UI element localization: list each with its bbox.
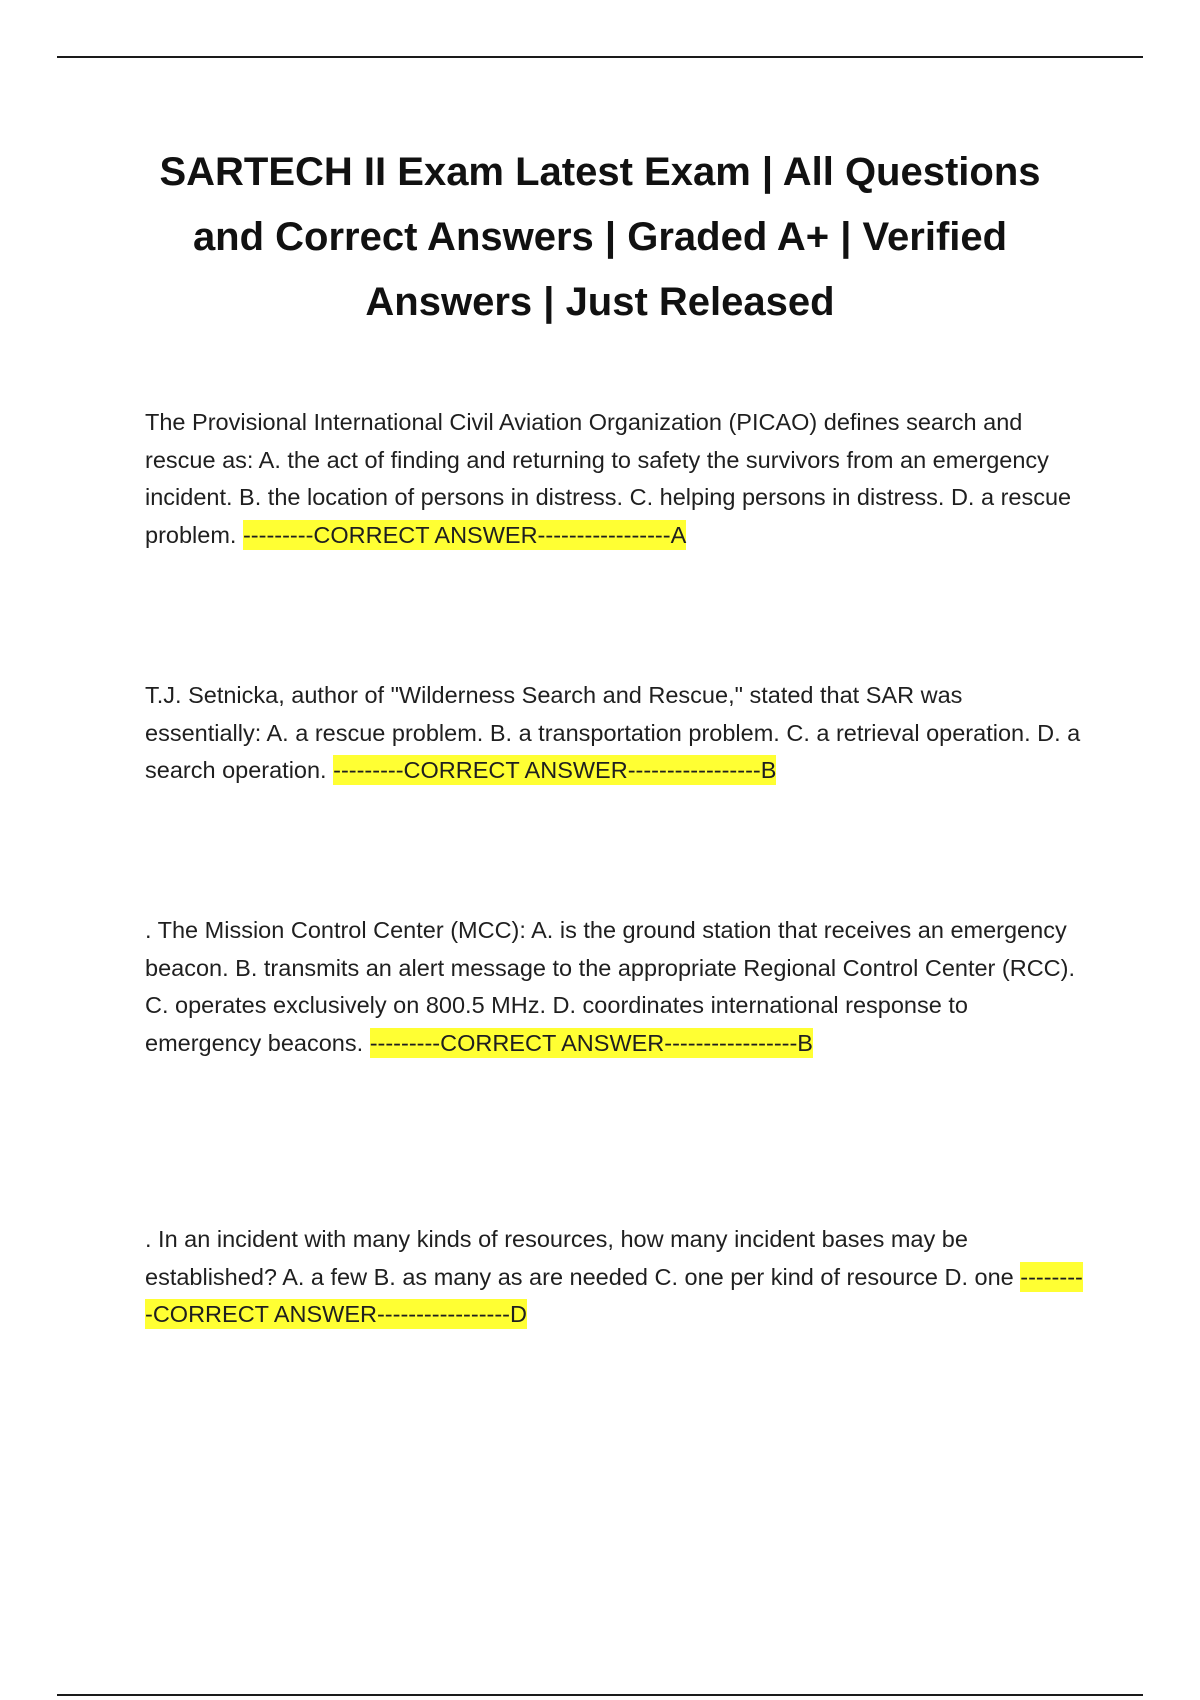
document-title: SARTECH II Exam Latest Exam | All Questions and Correct Answers | Graded A+ | Verified Answers | Just Released (159, 150, 1041, 324)
question-2-text: T.J. Setnicka, author of "Wilderness Search and Rescue," stated that SAR was essentially: A. a rescue problem. B. a transportation problem. C. a retrieval operation. D. a search operation. (145, 682, 1081, 783)
question-4-answer: ---------CORRECT ANSWER-----------------D (145, 1263, 1083, 1327)
question-1-answer: ---------CORRECT ANSWER-----------------A (242, 521, 687, 548)
question-3 (145, 912, 1085, 1062)
question-4-text: . In an incident with many kinds of resources, how many incident bases may be established? A. a few B. as many as are needed C. one per kind of resource D. one (145, 1226, 1014, 1290)
question-4 (145, 1221, 1085, 1334)
question-1-text: The Provisional International Civil Aviation Organization (PICAO) defines search and rescue as: A. the act of finding and returning to safety the survivors from an emergency incident. B. the location of persons in distress. C. helping persons in distress. D. a rescue problem. (145, 409, 1072, 548)
question-3-text: . The Mission Control Center (MCC): A. is the ground station that receives an emergency beacon. B. transmits an alert message to the appropriate Regional Control Center (RCC). C. operates exclusively on 800.5 MHz. D. coordinates international response to emergency beacons. (145, 917, 1076, 1056)
question-2-answer: ---------CORRECT ANSWER-----------------B (333, 757, 777, 783)
question-2 (145, 677, 1085, 790)
question-3-answer: ---------CORRECT ANSWER-----------------B (369, 1029, 813, 1056)
bottom-rule (57, 1694, 1143, 1696)
question-1 (145, 404, 1085, 554)
top-rule (57, 56, 1143, 58)
